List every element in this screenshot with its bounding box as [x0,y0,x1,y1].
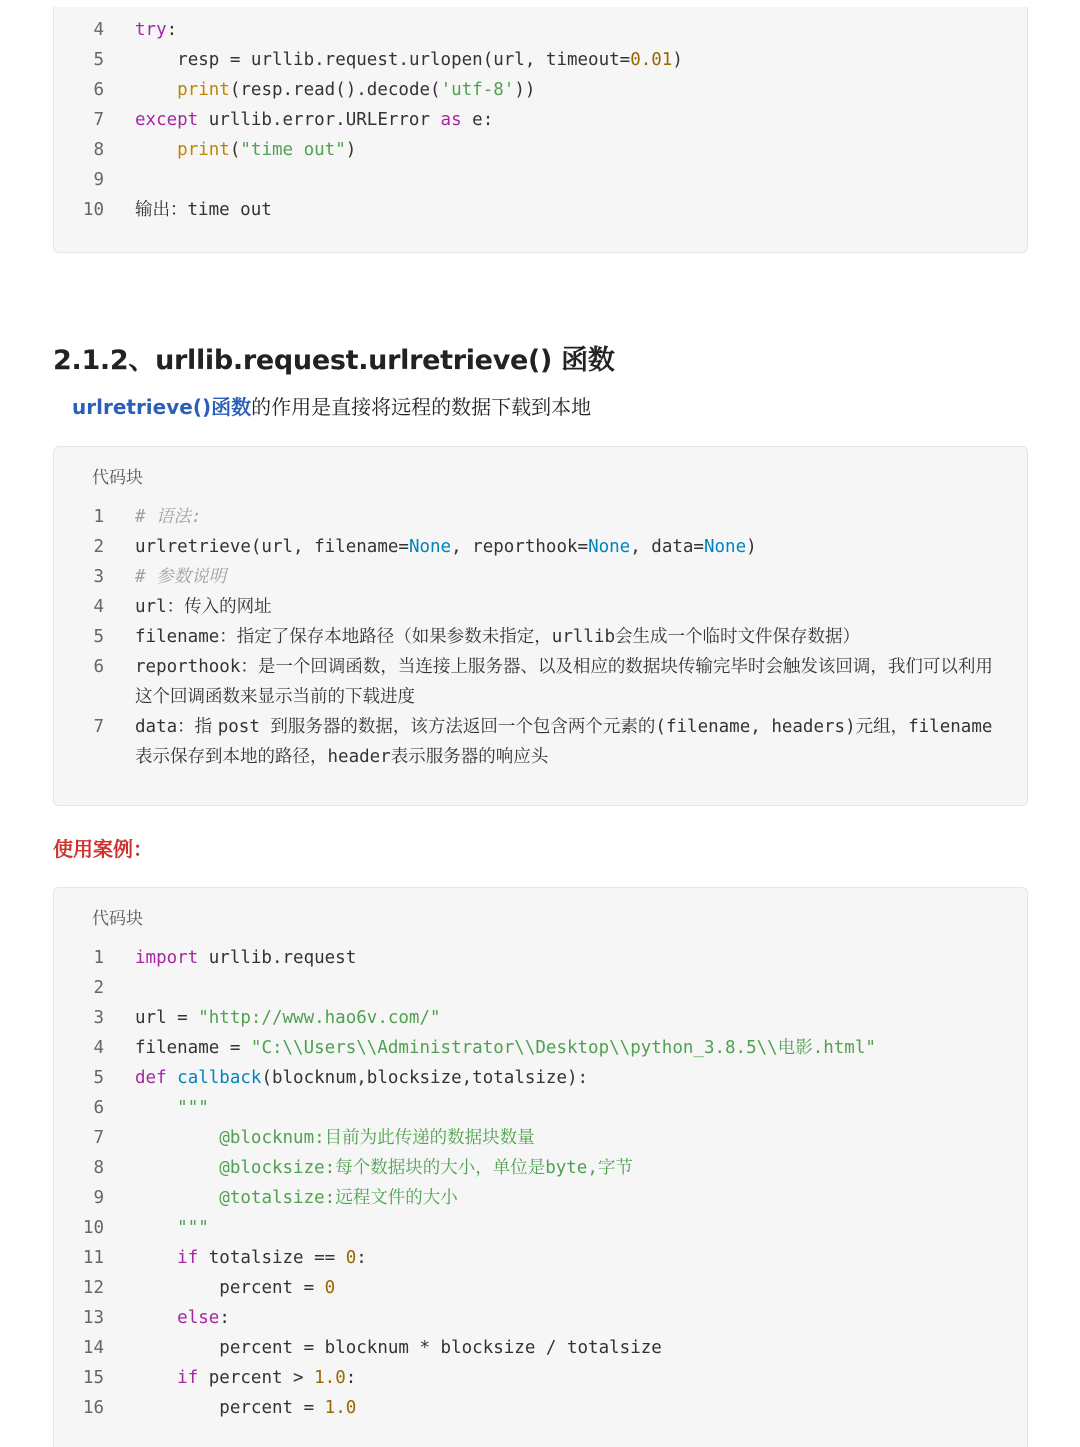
code-token: # 语法: [135,507,202,527]
line-code [135,1093,995,1123]
line-number: 3 [93,567,104,587]
usage-example-label: 使用案例： [53,837,153,861]
line-number: 14 [82,1338,104,1358]
code-token: try [135,20,167,40]
line-number: 11 [82,1248,104,1268]
code-token: as [440,110,462,130]
line-code [135,135,995,165]
line-code [135,45,995,75]
code-line [54,1123,1027,1153]
code-lines [54,15,1027,225]
code-token: percent = blocknum * blocksize / totalsize [135,1338,662,1358]
code-token: "http://www.hao6v.com/" [198,1008,441,1028]
line-number: 1 [93,948,104,968]
line-code [135,652,995,712]
code-line [54,1393,1027,1423]
code-line [54,712,1027,772]
line-code [135,1183,995,1213]
code-line [54,502,1027,532]
line-number: 10 [82,1218,104,1238]
line-number: 3 [93,1008,104,1028]
code-line [54,15,1027,45]
code-token: None [703,537,747,557]
line-number: 5 [93,50,104,70]
code-token [135,1188,219,1208]
code-token [135,1128,219,1148]
code-line [54,1273,1027,1303]
code-line [54,45,1027,75]
line-number: 15 [82,1368,104,1388]
code-token: "C:\\Users\\Administrator\\Desktop\\python_3.8.5\\电影.html" [250,1038,876,1058]
code-token [135,1308,177,1328]
code-line [54,1063,1027,1093]
line-number: 7 [93,110,104,130]
code-token: 表示保存到本地的路径， [135,747,328,767]
code-token: (blocknum,blocksize,totalsize): [261,1068,589,1088]
line-code [135,1213,995,1243]
line-code [135,195,995,225]
code-token: except [135,110,199,130]
code-line [54,135,1027,165]
code-token: None [588,537,631,557]
code-line [54,165,1027,195]
line-code [135,1393,995,1423]
code-token: "time out" [240,140,346,160]
code-token: totalsize == [198,1248,346,1268]
code-token: 0 [324,1278,336,1298]
code-block-label: 代码块 [92,468,143,488]
code-token: print [177,80,230,100]
code-token: ) [746,537,757,557]
code-token: data： [135,717,195,737]
line-code [135,1123,995,1153]
code-token [135,1158,219,1178]
code-token: )) [514,80,536,100]
code-token [167,1068,178,1088]
code-token: import [135,948,199,968]
line-number: 4 [93,20,104,40]
line-code [135,1363,995,1393]
description-text: 的作用是直接将远程的数据下载到本地 [251,395,592,419]
code-token: (filename, headers) [655,717,856,737]
code-line [54,1213,1027,1243]
code-token: 输出： [135,200,188,220]
code-token: : [219,1308,230,1328]
code-line [54,1033,1027,1063]
code-block-label: 代码块 [92,909,143,929]
line-number: 6 [93,80,104,100]
line-number: 5 [93,627,104,647]
code-token: 传入的网址 [184,597,272,617]
line-number: 1 [93,507,104,527]
line-number: 6 [93,1098,104,1118]
code-token: urlretrieve(url, filename= [135,537,409,557]
code-token: , data= [630,537,704,557]
line-code [135,592,995,622]
line-code [135,75,995,105]
line-number: 9 [93,1188,104,1208]
line-number: 8 [93,140,104,160]
line-code [135,712,1003,772]
code-line [54,195,1027,225]
code-token: @blocknum:目前为此传递的数据块数量 [219,1128,535,1148]
section-description [72,391,591,420]
code-token: ) [345,140,357,160]
urlretrieve-link[interactable]: urlretrieve()函数 [72,395,252,419]
line-code [135,622,995,652]
code-token: None [408,537,452,557]
code-line [54,1183,1027,1213]
code-token: callback [177,1068,262,1088]
code-token: 1.0 [324,1398,357,1418]
code-token: if [177,1368,199,1388]
line-code [135,502,995,532]
code-token: : [356,1248,367,1268]
section-heading: 2.1.2、urllib.request.urlretrieve() 函数 [53,345,615,376]
code-token [135,1098,177,1118]
code-block-syntax [53,446,1028,806]
code-token: """ [177,1098,209,1118]
code-token: e: [461,110,494,130]
line-number: 2 [93,537,104,557]
line-number: 9 [93,170,104,190]
line-code [135,1243,995,1273]
code-token: reporthook： [135,657,258,677]
line-code [135,1003,995,1033]
line-code [135,562,995,592]
code-line [54,1153,1027,1183]
line-number: 7 [93,1128,104,1148]
code-token: @totalsize:远程文件的大小 [219,1188,458,1208]
line-number: 10 [82,200,104,220]
code-token: 指定了保存本地路径（如果参数未指定， [236,627,552,647]
code-token: 到服务器的数据，该方法返回一个包含两个元素的 [270,717,656,737]
code-token [135,1248,177,1268]
code-line [54,105,1027,135]
code-token [135,1218,177,1238]
code-line [54,1303,1027,1333]
line-number: 4 [93,1038,104,1058]
code-token: @blocksize:每个数据块的大小，单位是byte,字节 [219,1158,633,1178]
code-block-example [53,887,1028,1447]
code-line [54,1093,1027,1123]
code-line [54,1003,1027,1033]
line-code [135,532,995,562]
code-token: (resp.read().decode( [229,80,441,100]
code-lines [54,943,1027,1423]
code-token [135,140,177,160]
code-token: : [345,1368,357,1388]
code-token: 0 [345,1248,357,1268]
line-number: 7 [93,717,104,737]
code-token: print [177,140,230,160]
line-number: 8 [93,1158,104,1178]
code-token: filename [908,717,1003,737]
code-line [54,532,1027,562]
code-token: resp = urllib.request.urlopen(url, timeout= [135,50,631,70]
code-line [54,622,1027,652]
code-token: 'utf-8' [440,80,515,100]
line-number: 12 [82,1278,104,1298]
code-token [135,80,177,100]
code-token: filename： [135,627,237,647]
code-token: : [166,20,178,40]
line-code [135,15,995,45]
code-token: filename = [135,1038,251,1058]
line-code [135,1333,995,1363]
line-number: 4 [93,597,104,617]
line-code [135,105,995,135]
code-token: if [177,1248,199,1268]
line-code [135,1273,995,1303]
code-block-try-except [53,7,1028,253]
code-lines [54,502,1027,772]
code-token: ) [672,50,683,70]
code-token: 元组， [855,717,909,737]
code-token: 指 [194,717,218,737]
line-code [135,1303,995,1333]
line-number: 2 [93,978,104,998]
code-line [54,1363,1027,1393]
code-token: urllib.request [198,948,357,968]
code-token: else [177,1308,220,1328]
line-number: 16 [82,1398,104,1418]
code-line [54,1333,1027,1363]
code-token [135,1368,177,1388]
code-token: time out [187,200,272,220]
code-token: url = [135,1008,199,1028]
code-line [54,652,1027,712]
code-token: percent = [135,1278,325,1298]
code-token: url： [135,597,185,617]
line-number: 6 [93,657,104,677]
code-token: """ [177,1218,209,1238]
code-token: 0.01 [630,50,673,70]
line-code [135,1063,995,1093]
code-token: header [327,747,391,767]
code-line [54,943,1027,973]
code-token: 表示服务器的响应头 [390,747,549,767]
code-token: post [217,717,271,737]
code-token: 1.0 [314,1368,346,1388]
line-code [135,1033,995,1063]
code-line [54,1243,1027,1273]
code-token: # 参数说明 [135,567,227,587]
code-token: 是一个回调函数，当连接上服务器、以及相应的数据块传输完毕时会触发该回调，我们可以利用这个回调函数来显示当前的下载进度 [135,657,993,707]
code-token: 会生成一个临时文件保存数据） [615,627,861,647]
line-number: 5 [93,1068,104,1088]
code-token: ( [229,140,241,160]
code-token: , reporthook= [451,537,589,557]
code-token: percent > [198,1368,315,1388]
code-token: percent = [135,1398,325,1418]
code-line [54,562,1027,592]
line-code [135,943,995,973]
code-line [54,75,1027,105]
code-token: urllib.error.URLError [198,110,441,130]
code-line [54,592,1027,622]
code-line [54,973,1027,1003]
line-code [135,1153,995,1183]
code-token: def [135,1068,167,1088]
line-number: 13 [82,1308,104,1328]
code-token: urllib [551,627,616,647]
